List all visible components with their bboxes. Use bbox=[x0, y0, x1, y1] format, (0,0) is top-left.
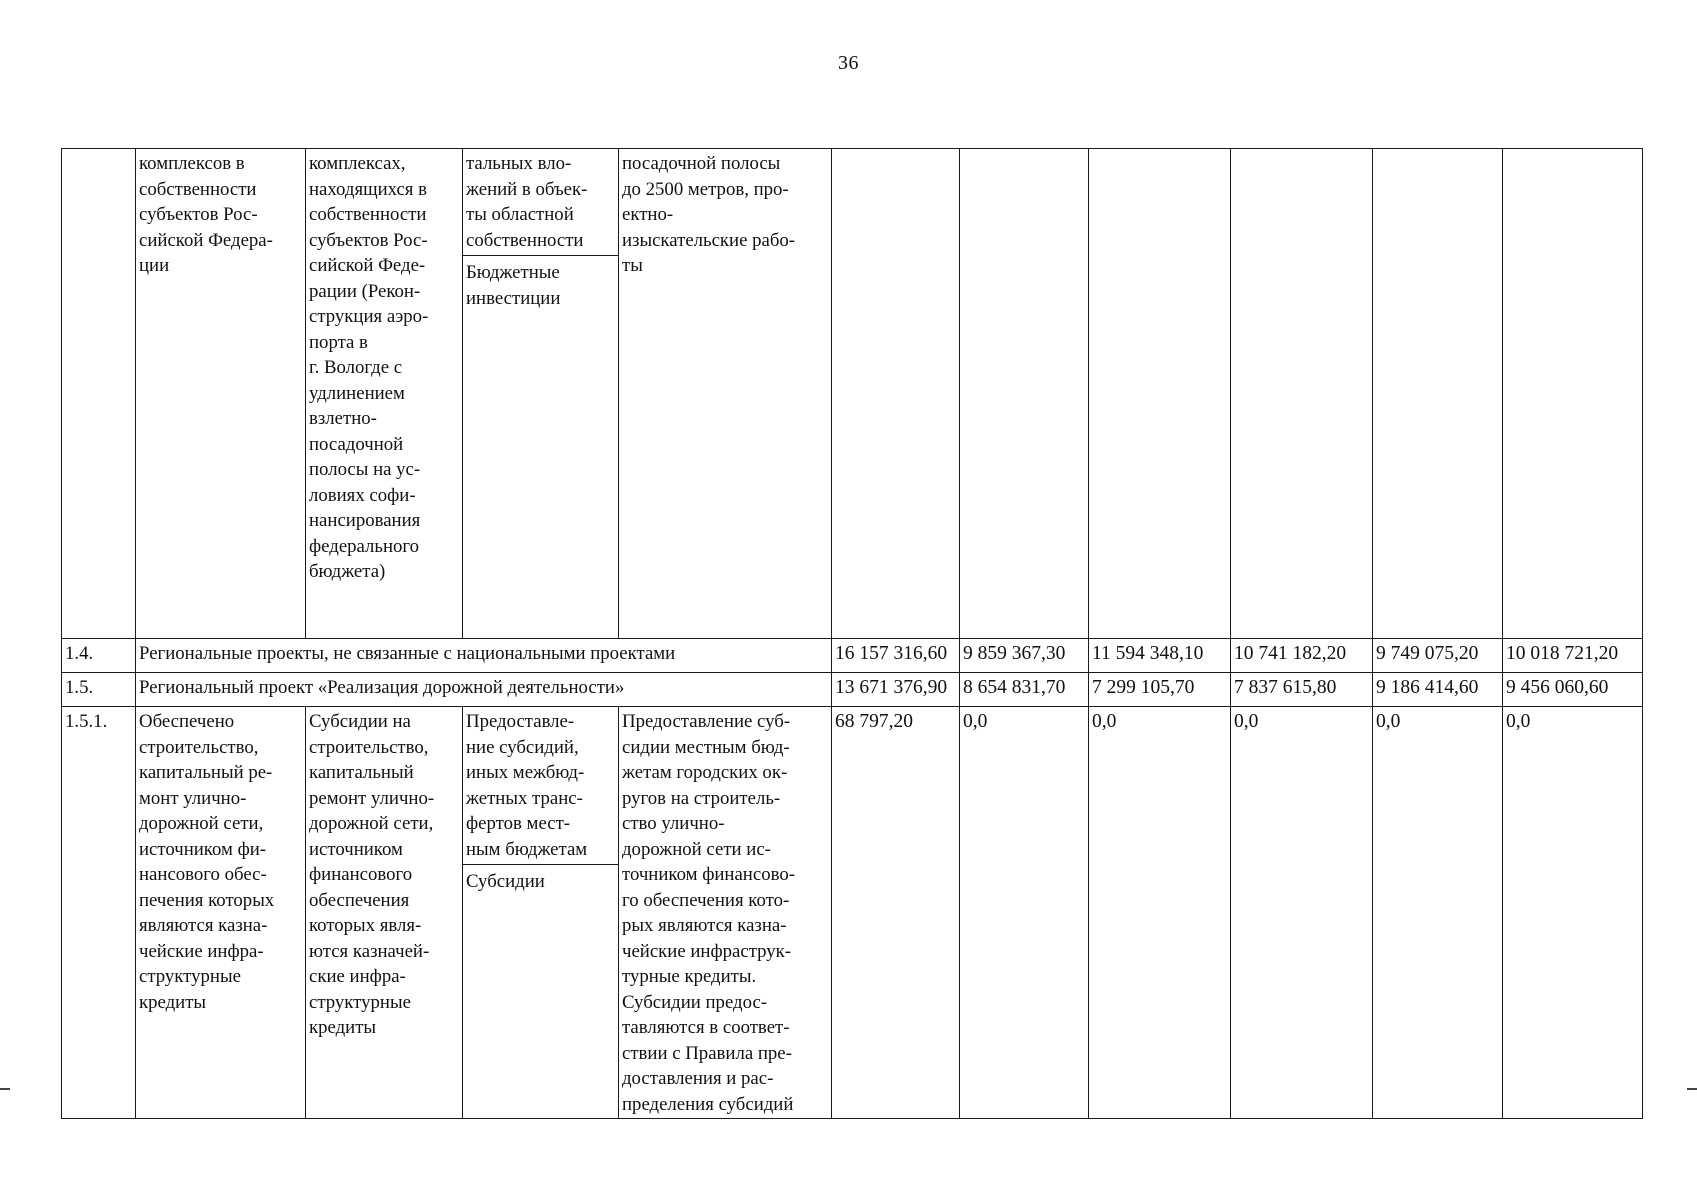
table-row-1-5-1 bbox=[62, 707, 1643, 1119]
cell-value: 0,0 bbox=[1231, 707, 1373, 1119]
cell-value: 0,0 bbox=[1373, 707, 1503, 1119]
cell-value-empty bbox=[1089, 149, 1231, 639]
cell-code: 1.5. bbox=[62, 673, 136, 707]
scan-mark-right bbox=[1687, 1088, 1697, 1090]
cell-value: 7 299 105,70 bbox=[1089, 673, 1231, 707]
cell-value-empty bbox=[1231, 149, 1373, 639]
cell-value: 13 671 376,90 bbox=[832, 673, 960, 707]
table-row-1-4 bbox=[62, 639, 1643, 673]
cell-value: 7 837 615,80 bbox=[1231, 673, 1373, 707]
table-row-continued bbox=[62, 149, 1643, 639]
cell-value: 16 157 316,60 bbox=[832, 639, 960, 673]
scan-mark-left bbox=[0, 1088, 10, 1090]
cell-measure: комплексах, находящихся в собственности субъектов Рос- сийской Феде- рации (Рекон- струкция аэро- порта в г. Вологде с удлинением взлетно- посадочной полосы на ус- ловиях софи- нансирования федерального бюджета) bbox=[306, 149, 463, 639]
cell-measure: Субсидии на строительство, капитальный ремонт улично- дорожной сети, источником финансового обеспечения которых явля- ются казначей- ские инфра- структурные кредиты bbox=[306, 707, 463, 1119]
cell-value: 9 859 367,30 bbox=[960, 639, 1089, 673]
cell-description: Предоставление суб- сидии местным бюд- жетам городских ок- ругов на строитель- ство улично- дорожной сети ис- точником финансово- го обеспечения кото- рых являются казна- чейские инфраструк- турные кредиты. Субсидии предос- тавляются в соответ- ствии с Правила пре- доставления и рас- пределения субсидий bbox=[619, 707, 832, 1119]
cell-value: 0,0 bbox=[960, 707, 1089, 1119]
cell-value: 10 018 721,20 bbox=[1503, 639, 1643, 673]
cell-value: 9 749 075,20 bbox=[1373, 639, 1503, 673]
cell-code bbox=[62, 149, 136, 639]
page-number: 36 bbox=[838, 52, 859, 74]
cell-direction-kind: Субсидии bbox=[466, 871, 545, 892]
cell-value: 8 654 831,70 bbox=[960, 673, 1089, 707]
cell-value: 10 741 182,20 bbox=[1231, 639, 1373, 673]
cell-direction bbox=[463, 707, 619, 1119]
cell-value-empty bbox=[1373, 149, 1503, 639]
cell-value: 9 186 414,60 bbox=[1373, 673, 1503, 707]
cell-value: 11 594 348,10 bbox=[1089, 639, 1231, 673]
cell-direction-type: тальных вло- жений в объек- ты областной собственности bbox=[463, 151, 618, 256]
cell-value-empty bbox=[960, 149, 1089, 639]
cell-code: 1.4. bbox=[62, 639, 136, 673]
cell-value-empty bbox=[1503, 149, 1643, 639]
cell-description: посадочной полосы до 2500 метров, про- ектно- изыскательские рабо- ты bbox=[619, 149, 832, 639]
cell-title: Региональные проекты, не связанные с национальными проектами bbox=[136, 639, 832, 673]
cell-code: 1.5.1. bbox=[62, 707, 136, 1119]
cell-value: 9 456 060,60 bbox=[1503, 673, 1643, 707]
cell-value: 0,0 bbox=[1503, 707, 1643, 1119]
cell-title: Региональный проект «Реализация дорожной деятельности» bbox=[136, 673, 832, 707]
cell-value: 68 797,20 bbox=[832, 707, 960, 1119]
cell-result: Обеспечено строительство, капитальный ре- монт улично- дорожной сети, источником фи- нансового обес- печения которых являются казна- чейские инфра- структурные кредиты bbox=[136, 707, 306, 1119]
budget-table bbox=[61, 148, 1643, 1119]
cell-result: комплексов в собственности субъектов Рос- сийской Федера- ции bbox=[136, 149, 306, 639]
cell-direction bbox=[463, 149, 619, 639]
cell-direction-type: Предоставле- ние субсидий, иных межбюд- жетных транс- фертов мест- ным бюджетам bbox=[463, 709, 618, 865]
cell-value: 0,0 bbox=[1089, 707, 1231, 1119]
cell-value-empty bbox=[832, 149, 960, 639]
cell-direction-kind: Бюджетные инвестиции bbox=[466, 262, 561, 309]
table-row-1-5 bbox=[62, 673, 1643, 707]
